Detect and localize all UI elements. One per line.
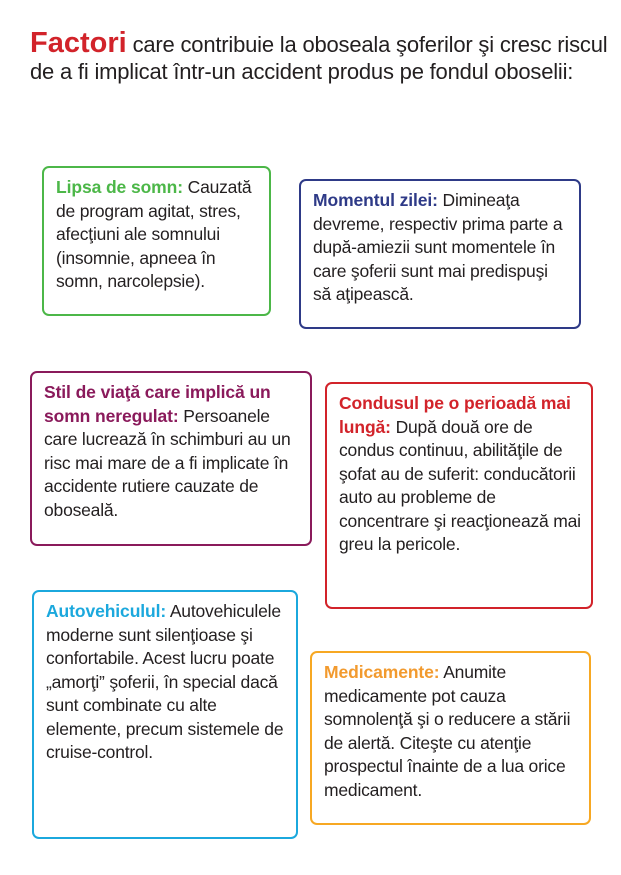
factor-text: Cauzată de program agitat, stres, afecţiuni ale somnului (insomnie, apneea în somn, narcolepsie). <box>56 177 252 291</box>
factor-card-medicamente <box>310 651 591 825</box>
factor-card-lipsa-de-somn <box>42 166 271 316</box>
factor-heading: Lipsa de somn: <box>56 177 183 197</box>
factor-text: Autovehiculele moderne sunt silenţioase şi confortabile. Acest lucru poate „amorţi” şoferii, în special dacă sunt combinate cu alte elemente, precum sistemele de cruise-control. <box>46 601 284 762</box>
intro-paragraph <box>30 27 610 85</box>
factor-card-stil-de-viata <box>30 371 312 546</box>
factor-text: Anumite medicamente pot cauza somnolenţă şi o reducere a stării de alertă. Citeşte cu atenţie prospectul înainte de a lua orice medicament. <box>324 662 571 800</box>
factor-heading: Autovehiculul: <box>46 601 167 621</box>
factor-text: Persoanele care lucrează în schimburi au un risc mai mare de a fi implicate în accidente rutiere cauzate de oboseală. <box>44 405 291 520</box>
factor-text: După două ore de condus continuu, abilităţile de şofat au de suferit: conducătorii auto au probleme de concentrare şi reacţionează mai greu la pericole. <box>339 416 581 554</box>
factor-card-autovehiculul <box>32 590 298 839</box>
intro-keyword: Factori <box>30 27 127 59</box>
factor-heading: Condusul pe o perioadă mai lungă: <box>339 393 571 437</box>
factor-heading: Medicamente: <box>324 662 440 682</box>
factor-text: Dimineaţa devreme, respectiv prima parte a după-amiezii sunt momentele în care şoferii sunt mai predispuşi să aţipească. <box>313 190 563 304</box>
factor-card-momentul-zilei <box>299 179 581 329</box>
factor-heading: Stil de viaţă care implică un somn neregulat: <box>44 382 271 426</box>
factor-heading: Momentul zilei: <box>313 190 438 210</box>
intro-text: care contribuie la oboseala şoferilor şi cresc riscul de a fi implicat într-un accident produs pe fondul oboselii: <box>30 32 608 84</box>
factor-card-condusul-pe-perioada-lunga <box>325 382 593 609</box>
